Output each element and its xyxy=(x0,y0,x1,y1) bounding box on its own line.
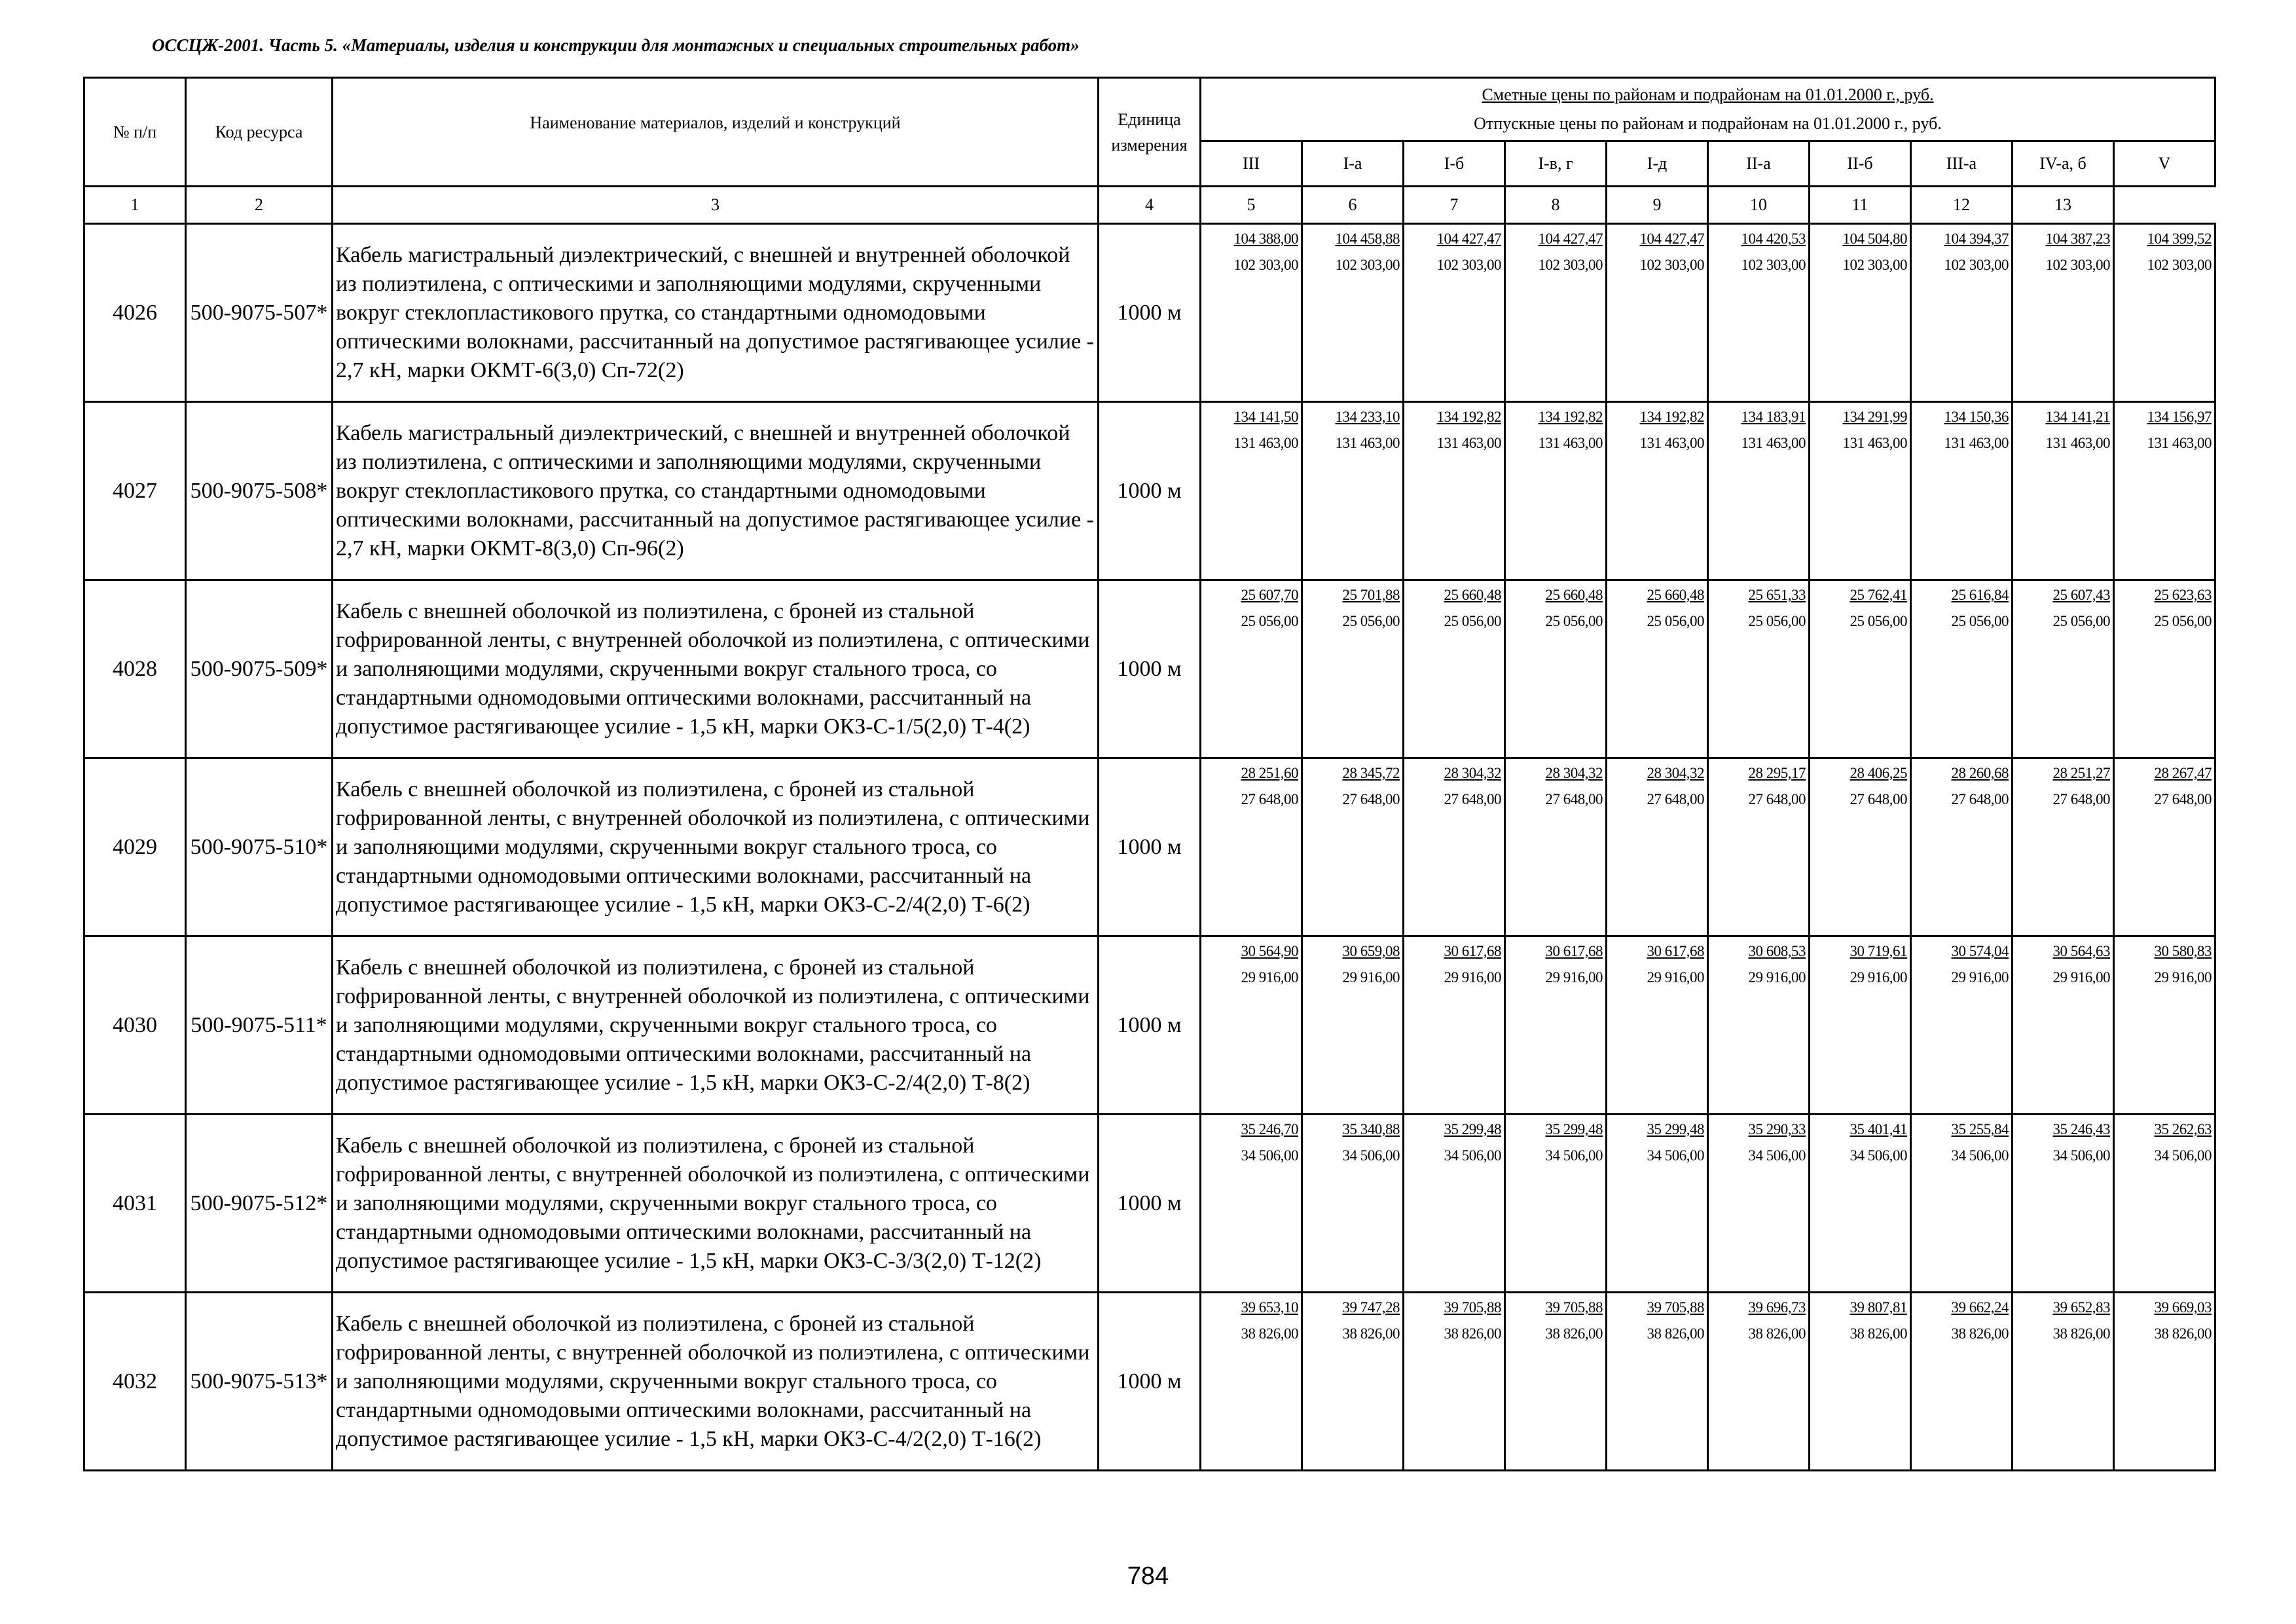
estimate-price: 134 141,21 xyxy=(2045,409,2110,425)
release-price: 34 506,00 xyxy=(1647,1147,1704,1164)
release-price: 131 463,00 xyxy=(1639,435,1704,451)
price-cell xyxy=(1911,1115,2013,1293)
estimate-price: 104 427,47 xyxy=(1538,231,1603,247)
release-price: 102 303,00 xyxy=(1842,257,1907,273)
price-cell xyxy=(1201,1293,1302,1471)
release-price: 25 056,00 xyxy=(1241,613,1298,629)
release-price: 29 916,00 xyxy=(1850,969,1907,986)
price-cell xyxy=(1810,758,1911,936)
release-price: 102 303,00 xyxy=(1639,257,1704,273)
column-number: 11 xyxy=(1810,187,1911,224)
release-price: 29 916,00 xyxy=(1647,969,1704,986)
price-cell xyxy=(2013,224,2114,402)
material-name: Кабель с внешней оболочкой из полиэтилена, с броней из стальной гофрированной ленты, с внутренней оболочкой из полиэтилена, с оптическими и заполняющими модулями, скрученными вокруг стального троса, со стандартными одномодовыми оптическими волокнами, рассчитанный на допустимое растягивающее усилие - 1,5 кН, марки ОКЗ-С-4/2(2,0) Т-16(2) xyxy=(333,1293,1099,1471)
price-cell xyxy=(1911,936,2013,1115)
price-cell xyxy=(2114,936,2215,1115)
column-number: 9 xyxy=(1607,187,1708,224)
release-price: 27 648,00 xyxy=(1444,791,1501,807)
release-price: 27 648,00 xyxy=(1545,791,1603,807)
column-number: 3 xyxy=(333,187,1099,224)
estimate-price: 39 747,28 xyxy=(1342,1299,1400,1316)
price-cell xyxy=(1810,1115,1911,1293)
price-cell xyxy=(1607,1115,1708,1293)
estimate-price: 35 255,84 xyxy=(1951,1121,2009,1137)
release-price: 102 303,00 xyxy=(1538,257,1603,273)
estimate-price: 28 295,17 xyxy=(1748,765,1806,781)
price-cell xyxy=(1505,758,1607,936)
row-number: 4026 xyxy=(84,224,186,402)
column-number: 10 xyxy=(1708,187,1810,224)
price-cell xyxy=(1607,936,1708,1115)
price-cell xyxy=(2114,580,2215,758)
price-cell xyxy=(1302,402,1404,580)
resource-code: 500-9075-510* xyxy=(186,758,333,936)
release-price: 29 916,00 xyxy=(1342,969,1400,986)
estimate-price: 28 251,27 xyxy=(2052,765,2110,781)
price-cell xyxy=(2013,402,2114,580)
estimate-price: 25 660,48 xyxy=(1647,587,1704,603)
release-price: 34 506,00 xyxy=(2154,1147,2212,1164)
row-number: 4029 xyxy=(84,758,186,936)
region-header: I-в, г xyxy=(1505,141,1607,187)
release-price: 131 463,00 xyxy=(2045,435,2110,451)
release-price: 38 826,00 xyxy=(1748,1325,1806,1342)
estimate-price: 28 260,68 xyxy=(1951,765,2009,781)
column-number: 1 xyxy=(84,187,186,224)
price-cell xyxy=(2013,758,2114,936)
table-row xyxy=(84,580,2215,758)
header-prices xyxy=(1201,78,2215,141)
price-cell xyxy=(1911,224,2013,402)
material-name: Кабель с внешней оболочкой из полиэтилена, с броней из стальной гофрированной ленты, с внутренней оболочкой из полиэтилена, с оптическими и заполняющими модулями, скрученными вокруг стального троса, со стандартными одномодовыми оптическими волокнами, рассчитанный на допустимое растягивающее усилие - 1,5 кН, марки ОКЗ-С-3/3(2,0) Т-12(2) xyxy=(333,1115,1099,1293)
estimate-price: 104 394,37 xyxy=(1944,231,2009,247)
material-name: Кабель магистральный диэлектрический, с внешней и внутренней оболочкой из полиэтилена, с оптическими и заполняющими модулями, скрученными вокруг стеклопластикового прутка, со стандартными одномодовыми оптическими волокнами, рассчитанный на допустимое растягивающее усилие - 2,7 кН, марки ОКМТ-8(3,0) Сп-96(2) xyxy=(333,402,1099,580)
estimate-price: 35 299,48 xyxy=(1647,1121,1704,1137)
estimate-price: 104 399,52 xyxy=(2147,231,2212,247)
region-header: III-а xyxy=(1911,141,2013,187)
release-price: 27 648,00 xyxy=(1850,791,1907,807)
release-price: 29 916,00 xyxy=(1951,969,2009,986)
estimate-price: 39 705,88 xyxy=(1444,1299,1501,1316)
estimate-price: 35 290,33 xyxy=(1748,1121,1806,1137)
release-price: 27 648,00 xyxy=(1951,791,2009,807)
release-price: 38 826,00 xyxy=(1342,1325,1400,1342)
price-cell xyxy=(1404,936,1505,1115)
material-name: Кабель с внешней оболочкой из полиэтилена, с броней из стальной гофрированной ленты, с внутренней оболочкой из полиэтилена, с оптическими и заполняющими модулями, скрученными вокруг стального троса, со стандартными одномодовыми оптическими волокнами, рассчитанный на допустимое растягивающее усилие - 1,5 кН, марки ОКЗ-С-2/4(2,0) Т-8(2) xyxy=(333,936,1099,1115)
estimate-price: 35 299,48 xyxy=(1444,1121,1501,1137)
price-cell xyxy=(1302,1115,1404,1293)
column-number: 7 xyxy=(1404,187,1505,224)
estimate-price: 134 183,91 xyxy=(1741,409,1806,425)
price-cell xyxy=(1201,402,1302,580)
estimate-price: 134 141,50 xyxy=(1233,409,1298,425)
release-price: 29 916,00 xyxy=(1444,969,1501,986)
resource-code: 500-9075-509* xyxy=(186,580,333,758)
price-cell xyxy=(1505,402,1607,580)
release-price: 27 648,00 xyxy=(1342,791,1400,807)
table-body xyxy=(84,224,2215,1471)
release-price: 29 916,00 xyxy=(1241,969,1298,986)
estimate-price: 30 659,08 xyxy=(1342,943,1400,959)
table-row xyxy=(84,1115,2215,1293)
price-cell xyxy=(1708,224,1810,402)
estimate-price: 25 701,88 xyxy=(1342,587,1400,603)
release-price: 25 056,00 xyxy=(2154,613,2212,629)
estimate-price: 35 246,70 xyxy=(1241,1121,1298,1137)
release-price: 27 648,00 xyxy=(1241,791,1298,807)
row-number: 4028 xyxy=(84,580,186,758)
header-row-prices xyxy=(84,78,2215,141)
header-unit: Единица измерения xyxy=(1099,78,1201,187)
price-cell xyxy=(1404,1293,1505,1471)
release-price: 102 303,00 xyxy=(1436,257,1501,273)
estimate-price: 25 660,48 xyxy=(1545,587,1603,603)
price-cell xyxy=(1505,224,1607,402)
estimate-price: 35 340,88 xyxy=(1342,1121,1400,1137)
header-num: № п/п xyxy=(84,78,186,187)
price-table xyxy=(83,77,2216,1471)
price-cell xyxy=(1708,1115,1810,1293)
estimate-price: 134 192,82 xyxy=(1436,409,1501,425)
price-cell xyxy=(1911,402,2013,580)
release-price: 131 463,00 xyxy=(1842,435,1907,451)
price-cell xyxy=(1201,224,1302,402)
estimate-price: 134 233,10 xyxy=(1335,409,1400,425)
unit-of-measure: 1000 м xyxy=(1099,758,1201,936)
row-number: 4032 xyxy=(84,1293,186,1471)
estimate-price: 28 251,60 xyxy=(1241,765,1298,781)
release-price: 131 463,00 xyxy=(2147,435,2212,451)
estimate-price: 39 807,81 xyxy=(1850,1299,1907,1316)
price-cell xyxy=(2013,1293,2114,1471)
resource-code: 500-9075-512* xyxy=(186,1115,333,1293)
price-cell xyxy=(1911,580,2013,758)
unit-of-measure: 1000 м xyxy=(1099,580,1201,758)
column-number: 8 xyxy=(1505,187,1607,224)
page-number: 784 xyxy=(1127,1562,1169,1590)
price-cell xyxy=(2114,758,2215,936)
row-number: 4030 xyxy=(84,936,186,1115)
estimate-price: 35 246,43 xyxy=(2052,1121,2110,1137)
price-cell xyxy=(1708,936,1810,1115)
release-price: 131 463,00 xyxy=(1233,435,1298,451)
price-cell xyxy=(1810,936,1911,1115)
estimate-price: 30 580,83 xyxy=(2154,943,2212,959)
release-price: 25 056,00 xyxy=(1444,613,1501,629)
release-price: 34 506,00 xyxy=(1444,1147,1501,1164)
release-price: 25 056,00 xyxy=(1342,613,1400,629)
release-price: 25 056,00 xyxy=(1850,613,1907,629)
release-price: 29 916,00 xyxy=(1545,969,1603,986)
estimate-price: 104 504,80 xyxy=(1842,231,1907,247)
row-number: 4027 xyxy=(84,402,186,580)
price-cell xyxy=(1302,936,1404,1115)
material-name: Кабель с внешней оболочкой из полиэтилена, с броней из стальной гофрированной ленты, с внутренней оболочкой из полиэтилена, с оптическими и заполняющими модулями, скрученными вокруг стального троса, со стандартными одномодовыми оптическими волокнами, рассчитанный на допустимое растягивающее усилие - 1,5 кН, марки ОКЗ-С-2/4(2,0) Т-6(2) xyxy=(333,758,1099,936)
header-row-column-numbers xyxy=(84,187,2215,224)
estimate-price: 39 669,03 xyxy=(2154,1299,2212,1316)
table-row xyxy=(84,936,2215,1115)
release-price: 29 916,00 xyxy=(2154,969,2212,986)
price-cell xyxy=(2114,402,2215,580)
estimate-price: 30 564,90 xyxy=(1241,943,1298,959)
price-cell xyxy=(1404,1115,1505,1293)
estimate-price: 30 617,68 xyxy=(1444,943,1501,959)
release-price: 131 463,00 xyxy=(1436,435,1501,451)
price-cell xyxy=(2114,224,2215,402)
price-cell xyxy=(2013,936,2114,1115)
material-name: Кабель с внешней оболочкой из полиэтилена, с броней из стальной гофрированной ленты, с внутренней оболочкой из полиэтилена, с оптическими и заполняющими модулями, скрученными вокруг стального троса, со стандартными одномодовыми оптическими волокнами, рассчитанный на допустимое растягивающее усилие - 1,5 кН, марки ОКЗ-С-1/5(2,0) Т-4(2) xyxy=(333,580,1099,758)
estimate-price: 104 388,00 xyxy=(1233,231,1298,247)
release-price: 25 056,00 xyxy=(1647,613,1704,629)
estimate-price: 39 696,73 xyxy=(1748,1299,1806,1316)
column-number: 4 xyxy=(1099,187,1201,224)
release-price: 34 506,00 xyxy=(1951,1147,2009,1164)
estimate-price: 39 653,10 xyxy=(1241,1299,1298,1316)
estimate-price: 104 427,47 xyxy=(1436,231,1501,247)
estimate-price: 30 617,68 xyxy=(1545,943,1603,959)
table-row xyxy=(84,224,2215,402)
release-price: 34 506,00 xyxy=(1545,1147,1603,1164)
price-cell xyxy=(1302,580,1404,758)
release-price: 25 056,00 xyxy=(1951,613,2009,629)
column-number: 2 xyxy=(186,187,333,224)
release-price: 102 303,00 xyxy=(2147,257,2212,273)
price-cell xyxy=(1708,758,1810,936)
estimate-price: 134 150,36 xyxy=(1944,409,2009,425)
release-price: 29 916,00 xyxy=(1748,969,1806,986)
estimate-price: 25 607,70 xyxy=(1241,587,1298,603)
resource-code: 500-9075-507* xyxy=(186,224,333,402)
estimate-price: 25 651,33 xyxy=(1748,587,1806,603)
row-number: 4031 xyxy=(84,1115,186,1293)
release-price: 38 826,00 xyxy=(1647,1325,1704,1342)
price-cell xyxy=(2114,1115,2215,1293)
price-cell xyxy=(1201,936,1302,1115)
price-cell xyxy=(1708,580,1810,758)
price-cell xyxy=(1505,1293,1607,1471)
price-cell xyxy=(2013,580,2114,758)
table-row xyxy=(84,1293,2215,1471)
column-number: 13 xyxy=(2013,187,2114,224)
estimate-price: 134 291,99 xyxy=(1842,409,1907,425)
estimate-price: 28 304,32 xyxy=(1545,765,1603,781)
price-cell xyxy=(1810,402,1911,580)
estimate-price: 28 267,47 xyxy=(2154,765,2212,781)
region-header: II-а xyxy=(1708,141,1810,187)
estimate-price: 39 705,88 xyxy=(1545,1299,1603,1316)
release-price: 27 648,00 xyxy=(1748,791,1806,807)
release-price: 34 506,00 xyxy=(1342,1147,1400,1164)
price-cell xyxy=(1201,580,1302,758)
release-price: 38 826,00 xyxy=(1444,1325,1501,1342)
price-cell xyxy=(1607,758,1708,936)
release-price: 102 303,00 xyxy=(1741,257,1806,273)
material-name: Кабель магистральный диэлектрический, с внешней и внутренней оболочкой из полиэтилена, с оптическими и заполняющими модулями, скрученными вокруг стеклопластикового прутка, со стандартными одномодовыми оптическими волокнами, рассчитанный на допустимое растягивающее усилие - 2,7 кН, марки ОКМТ-6(3,0) Сп-72(2) xyxy=(333,224,1099,402)
estimate-price: 39 662,24 xyxy=(1951,1299,2009,1316)
release-price: 27 648,00 xyxy=(2154,791,2212,807)
estimate-price: 25 660,48 xyxy=(1444,587,1501,603)
price-cell xyxy=(1404,224,1505,402)
region-header: IV-а, б xyxy=(2013,141,2114,187)
estimate-price: 28 345,72 xyxy=(1342,765,1400,781)
release-price: 38 826,00 xyxy=(2052,1325,2110,1342)
price-cell xyxy=(1404,580,1505,758)
estimate-price: 28 304,32 xyxy=(1647,765,1704,781)
estimate-price: 104 420,53 xyxy=(1741,231,1806,247)
price-cell xyxy=(1607,580,1708,758)
unit-of-measure: 1000 м xyxy=(1099,1115,1201,1293)
price-cell xyxy=(1607,402,1708,580)
price-cell xyxy=(1404,402,1505,580)
price-cell xyxy=(2013,1115,2114,1293)
release-price: 34 506,00 xyxy=(1850,1147,1907,1164)
estimate-price: 104 427,47 xyxy=(1639,231,1704,247)
estimate-price: 104 458,88 xyxy=(1335,231,1400,247)
release-price: 25 056,00 xyxy=(1748,613,1806,629)
estimate-price: 28 304,32 xyxy=(1444,765,1501,781)
release-price: 131 463,00 xyxy=(1335,435,1400,451)
estimate-price: 35 401,41 xyxy=(1850,1121,1907,1137)
unit-of-measure: 1000 м xyxy=(1099,1293,1201,1471)
running-header: ОССЦЖ-2001. Часть 5. «Материалы, изделия и конструкции для монтажных и специальных строительных работ» xyxy=(152,35,1080,55)
estimate-price: 35 262,63 xyxy=(2154,1121,2212,1137)
region-header: II-б xyxy=(1810,141,1911,187)
estimate-price: 30 574,04 xyxy=(1951,943,2009,959)
region-header: I-а xyxy=(1302,141,1404,187)
unit-of-measure: 1000 м xyxy=(1099,224,1201,402)
price-cell xyxy=(1911,1293,2013,1471)
price-cell xyxy=(1201,1115,1302,1293)
release-price: 38 826,00 xyxy=(1850,1325,1907,1342)
region-header: III xyxy=(1201,141,1302,187)
header-name: Наименование материалов, изделий и конструкций xyxy=(333,78,1099,187)
resource-code: 500-9075-508* xyxy=(186,402,333,580)
estimate-price: 39 705,88 xyxy=(1647,1299,1704,1316)
column-number: 12 xyxy=(1911,187,2013,224)
header-prices-release: Отпускные цены по районам и подрайонам на 01.01.2000 г., руб. xyxy=(1474,114,1942,133)
price-cell xyxy=(1607,224,1708,402)
estimate-price: 35 299,48 xyxy=(1545,1121,1603,1137)
estimate-price: 30 608,53 xyxy=(1748,943,1806,959)
release-price: 131 463,00 xyxy=(1741,435,1806,451)
estimate-price: 25 623,63 xyxy=(2154,587,2212,603)
release-price: 27 648,00 xyxy=(2052,791,2110,807)
table-row xyxy=(84,402,2215,580)
estimate-price: 25 762,41 xyxy=(1850,587,1907,603)
estimate-price: 30 564,63 xyxy=(2052,943,2110,959)
price-cell xyxy=(2114,1293,2215,1471)
estimate-price: 134 192,82 xyxy=(1639,409,1704,425)
estimate-price: 28 406,25 xyxy=(1850,765,1907,781)
header-code: Код ресурса xyxy=(186,78,333,187)
estimate-price: 30 719,61 xyxy=(1850,943,1907,959)
price-cell xyxy=(1911,758,2013,936)
release-price: 25 056,00 xyxy=(1545,613,1603,629)
price-cell xyxy=(1201,758,1302,936)
release-price: 131 463,00 xyxy=(1538,435,1603,451)
price-cell xyxy=(1505,1115,1607,1293)
estimate-price: 25 607,43 xyxy=(2052,587,2110,603)
estimate-price: 134 156,97 xyxy=(2147,409,2212,425)
release-price: 25 056,00 xyxy=(2052,613,2110,629)
price-cell xyxy=(1708,1293,1810,1471)
price-cell xyxy=(1810,580,1911,758)
release-price: 38 826,00 xyxy=(1241,1325,1298,1342)
release-price: 29 916,00 xyxy=(2052,969,2110,986)
release-price: 38 826,00 xyxy=(1951,1325,2009,1342)
resource-code: 500-9075-511* xyxy=(186,936,333,1115)
header-prices-estimate: Сметные цены по районам и подрайонам на 01.01.2000 г., руб. xyxy=(1482,85,1934,104)
release-price: 102 303,00 xyxy=(1233,257,1298,273)
table-row xyxy=(84,758,2215,936)
price-cell xyxy=(1505,936,1607,1115)
release-price: 34 506,00 xyxy=(1241,1147,1298,1164)
unit-of-measure: 1000 м xyxy=(1099,936,1201,1115)
estimate-price: 30 617,68 xyxy=(1647,943,1704,959)
estimate-price: 39 652,83 xyxy=(2052,1299,2110,1316)
price-cell xyxy=(1810,224,1911,402)
unit-of-measure: 1000 м xyxy=(1099,402,1201,580)
release-price: 102 303,00 xyxy=(1335,257,1400,273)
release-price: 38 826,00 xyxy=(2154,1325,2212,1342)
region-header: V xyxy=(2114,141,2215,187)
column-number: 5 xyxy=(1201,187,1302,224)
price-cell xyxy=(1505,580,1607,758)
release-price: 102 303,00 xyxy=(1944,257,2009,273)
release-price: 27 648,00 xyxy=(1647,791,1704,807)
estimate-price: 134 192,82 xyxy=(1538,409,1603,425)
region-header: I-б xyxy=(1404,141,1505,187)
release-price: 34 506,00 xyxy=(2052,1147,2110,1164)
estimate-price: 104 387,23 xyxy=(2045,231,2110,247)
price-cell xyxy=(1607,1293,1708,1471)
price-cell xyxy=(1302,758,1404,936)
resource-code: 500-9075-513* xyxy=(186,1293,333,1471)
price-cell xyxy=(1302,224,1404,402)
release-price: 102 303,00 xyxy=(2045,257,2110,273)
release-price: 34 506,00 xyxy=(1748,1147,1806,1164)
price-cell xyxy=(1708,402,1810,580)
release-price: 131 463,00 xyxy=(1944,435,2009,451)
price-cell xyxy=(1302,1293,1404,1471)
price-cell xyxy=(1404,758,1505,936)
release-price: 38 826,00 xyxy=(1545,1325,1603,1342)
estimate-price: 25 616,84 xyxy=(1951,587,2009,603)
price-cell xyxy=(1810,1293,1911,1471)
column-number: 6 xyxy=(1302,187,1404,224)
region-header: I-д xyxy=(1607,141,1708,187)
